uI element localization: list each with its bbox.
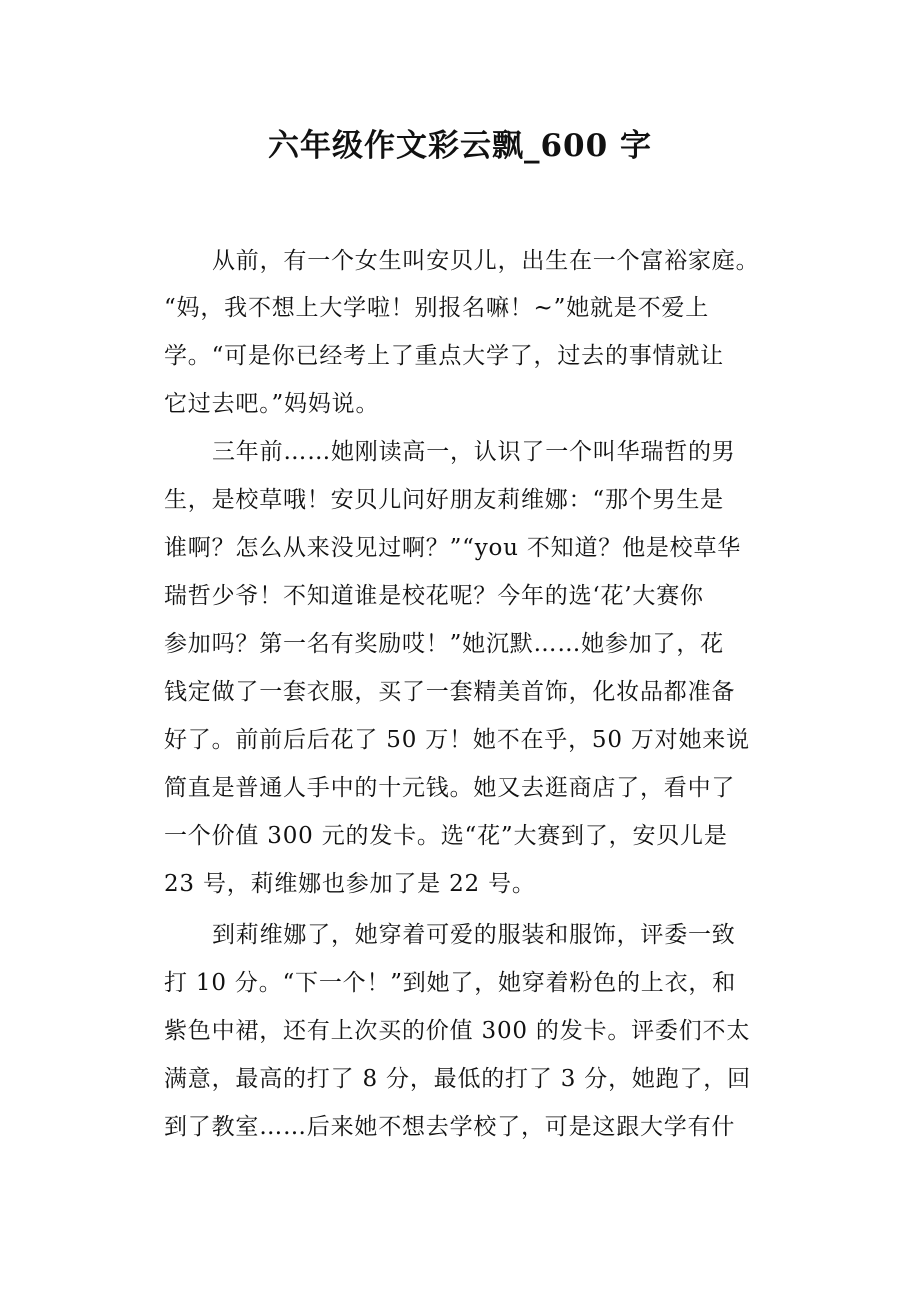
paragraph-2-line-6: 钱定做了一套衣服，买了一套精美首饰，化妆品都准备 [164,679,736,705]
paragraph-2-line-5: 参加吗？第一名有奖励哎！”她沉默……她参加了，花 [164,631,724,657]
paragraph-2-line-4: 瑞哲少爷！不知道谁是校花呢？今年的选‘花’大赛你 [164,583,704,609]
paragraph-2-line-1: 三年前……她刚读高一，认识了一个叫华瑞哲的男 [212,439,736,465]
paragraph-2-line-3: 谁啊？怎么从来没见过啊？”“you 不知道？他是校草华 [164,535,742,561]
paragraph-2-line-8: 简直是普通人手中的十元钱。她又去逛商店了，看中了 [164,775,736,801]
document-title: 六年级作文彩云飘_600 字 [267,128,652,164]
paragraph-1-line-3: 学。“可是你已经考上了重点大学了，过去的事情就让 [164,343,724,369]
paragraph-3-line-4: 满意，最高的打了 8 分，最低的打了 3 分，她跑了，回 [164,1066,751,1092]
paragraph-2-line-2: 生，是校草哦！安贝儿问好朋友莉维娜：“那个男生是 [164,487,724,513]
paragraph-1-line-2: “妈，我不想上大学啦！别报名嘛！~”她就是不爱上 [164,295,709,321]
paragraph-1-line-4: 它过去吧。”妈妈说。 [164,391,380,417]
paragraph-2-line-7: 好了。前前后后花了 50 万！她不在乎，50 万对她来说 [164,727,750,753]
paragraph-3-line-1: 到莉维娜了，她穿着可爱的服装和服饰，评委一致 [212,922,736,948]
paragraph-2-line-10: 23 号，莉维娜也参加了是 22 号。 [164,871,536,897]
paragraph-2-line-9: 一个价值 300 元的发卡。选“花”大赛到了，安贝儿是 [164,823,728,849]
paragraph-1-line-1: 从前，有一个女生叫安贝儿，出生在一个富裕家庭。 [212,248,760,274]
paragraph-3-line-5: 到了教室……后来她不想去学校了，可是这跟大学有什 [164,1114,736,1140]
paragraph-3-line-3: 紫色中裙，还有上次买的价值 300 的发卡。评委们不太 [164,1018,751,1044]
paragraph-3-line-2: 打 10 分。“下一个！”到她了，她穿着粉色的上衣，和 [164,970,737,996]
